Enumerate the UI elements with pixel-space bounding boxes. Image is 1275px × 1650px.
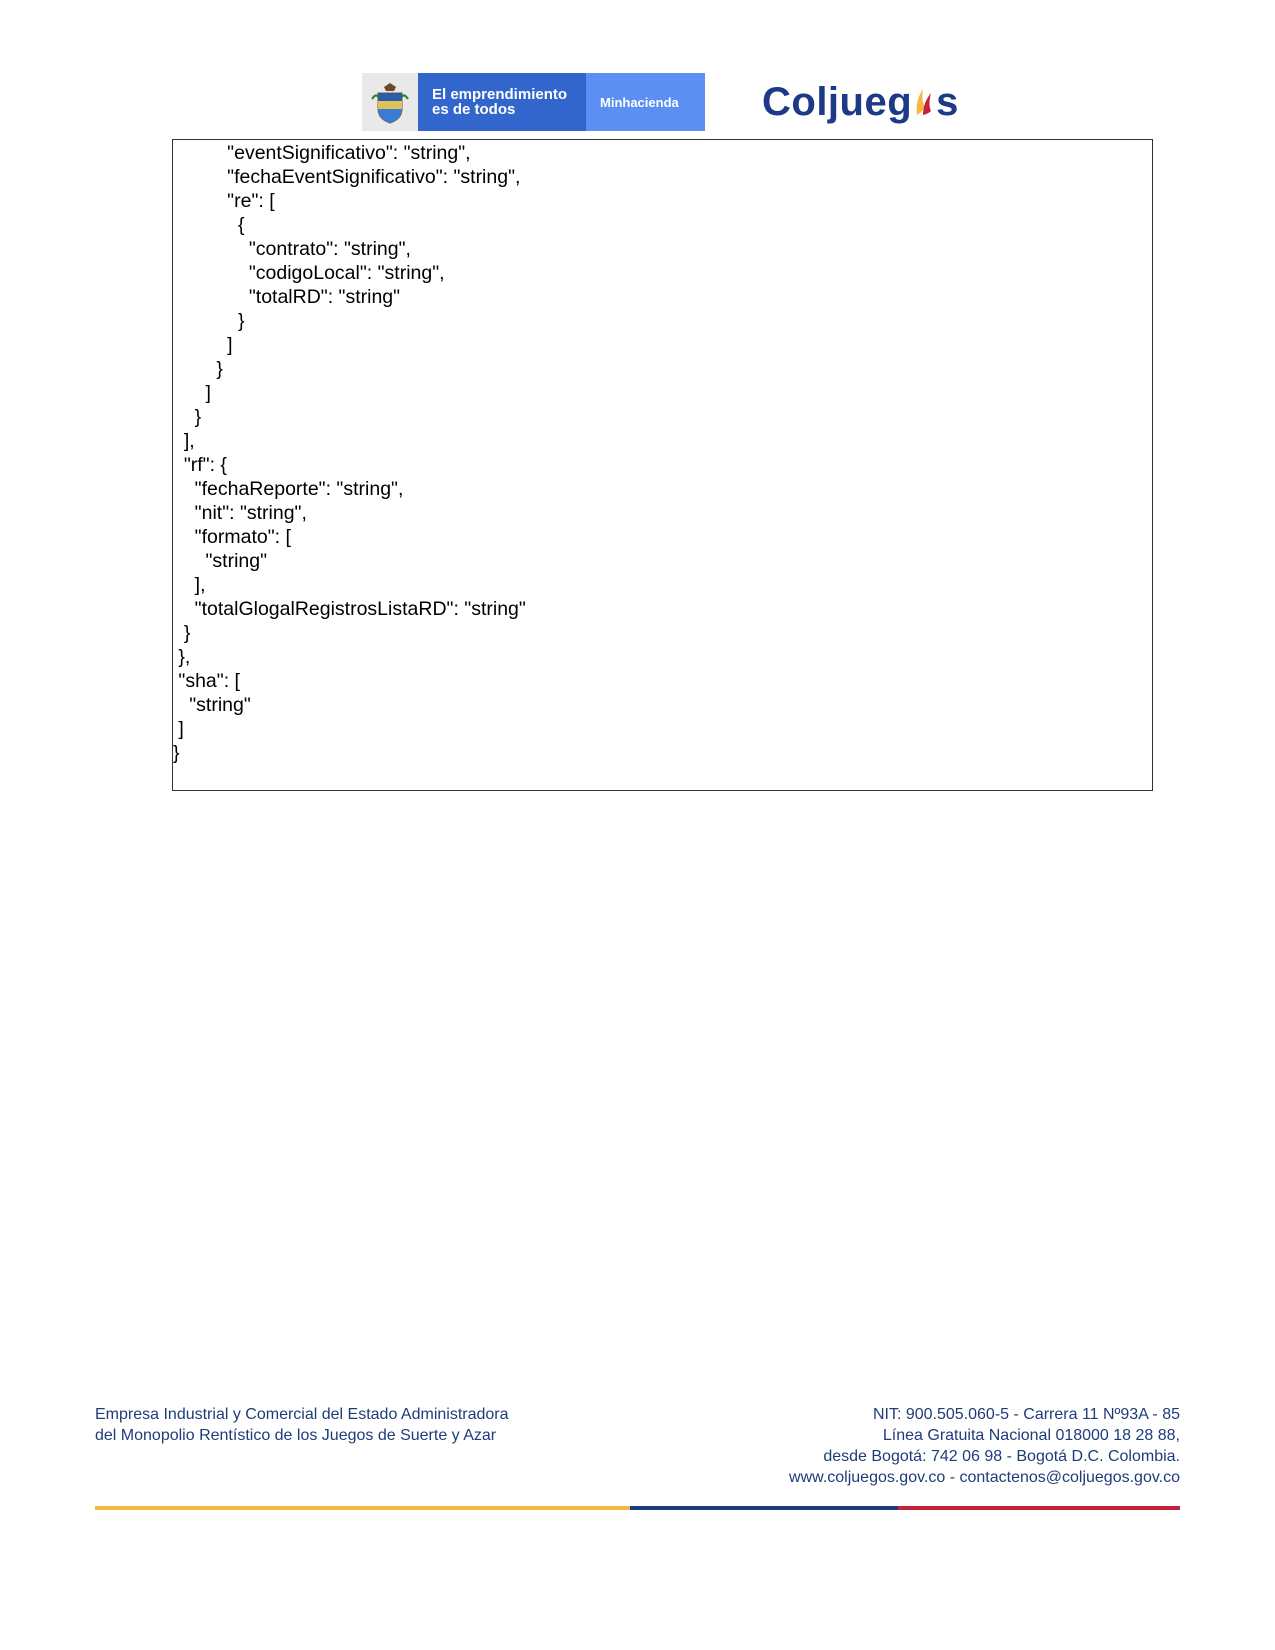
ministry-label: Minhacienda bbox=[586, 73, 705, 131]
code-line: "rf": { bbox=[173, 454, 227, 476]
code-line: { bbox=[173, 214, 245, 236]
code-line: "totalRD": "string" bbox=[173, 286, 401, 308]
code-line: "nit": "string", bbox=[173, 502, 307, 524]
page-header bbox=[0, 73, 1275, 133]
footer-bogota-phone: desde Bogotá: 742 06 98 - Bogotá D.C. Colombia. bbox=[823, 1448, 1180, 1465]
code-line: } bbox=[173, 406, 202, 428]
code-line: "fechaEventSignificativo": "string", bbox=[173, 166, 521, 188]
stripe-blue bbox=[630, 1506, 898, 1510]
footer-company-info bbox=[95, 1404, 509, 1446]
code-line: "sha": [ bbox=[173, 670, 240, 692]
flame-icon bbox=[913, 85, 935, 119]
footer-web-email[interactable]: www.coljuegos.gov.co - contactenos@coljuegos.gov.co bbox=[789, 1469, 1180, 1486]
brand-prefix: Coljueg bbox=[762, 79, 913, 124]
code-line: ] bbox=[173, 718, 184, 740]
code-line: "codigoLocal": "string", bbox=[173, 262, 445, 284]
footer-left-line1: Empresa Industrial y Comercial del Estado Administradora bbox=[95, 1406, 509, 1423]
footer-hotline: Línea Gratuita Nacional 018000 18 28 88, bbox=[882, 1427, 1180, 1444]
footer-nit-address: NIT: 900.505.060-5 - Carrera 11 Nº93A - 85 bbox=[872, 1406, 1180, 1423]
code-line: "eventSignificativo": "string", bbox=[173, 142, 471, 164]
footer-left-line2: del Monopolio Rentístico de los Juegos de Suerte y Azar bbox=[95, 1427, 497, 1444]
code-line: } bbox=[173, 742, 180, 764]
coat-of-arms-icon bbox=[362, 73, 418, 131]
code-line: ] bbox=[173, 382, 211, 404]
coljuegos-logo bbox=[762, 79, 959, 125]
stripe-yellow bbox=[95, 1506, 630, 1510]
footer-contact-info bbox=[789, 1404, 1180, 1488]
footer-color-stripe bbox=[95, 1506, 1180, 1510]
code-line: "re": [ bbox=[173, 190, 275, 212]
gov-slogan bbox=[418, 73, 586, 131]
code-line: } bbox=[173, 310, 245, 332]
code-line: }, bbox=[173, 646, 191, 668]
code-line: "formato": [ bbox=[173, 526, 291, 548]
code-line: "string" bbox=[173, 550, 268, 572]
brand-suffix: s bbox=[936, 79, 959, 124]
json-code-block bbox=[172, 139, 1153, 791]
code-line: "fechaReporte": "string", bbox=[173, 478, 404, 500]
gov-slogan-line1: El emprendimiento bbox=[432, 86, 568, 103]
code-line: ], bbox=[173, 430, 195, 452]
code-line: "totalGlogalRegistrosListaRD": "string" bbox=[173, 598, 526, 620]
code-line: "string" bbox=[173, 694, 251, 716]
code-line: ], bbox=[173, 574, 206, 596]
code-line: } bbox=[173, 622, 191, 644]
code-line: "contrato": "string", bbox=[173, 238, 411, 260]
code-line: ] bbox=[173, 334, 233, 356]
stripe-red bbox=[898, 1506, 1180, 1510]
government-banner bbox=[362, 73, 705, 131]
gov-slogan-line2: es de todos bbox=[432, 101, 516, 118]
code-line: } bbox=[173, 358, 223, 380]
